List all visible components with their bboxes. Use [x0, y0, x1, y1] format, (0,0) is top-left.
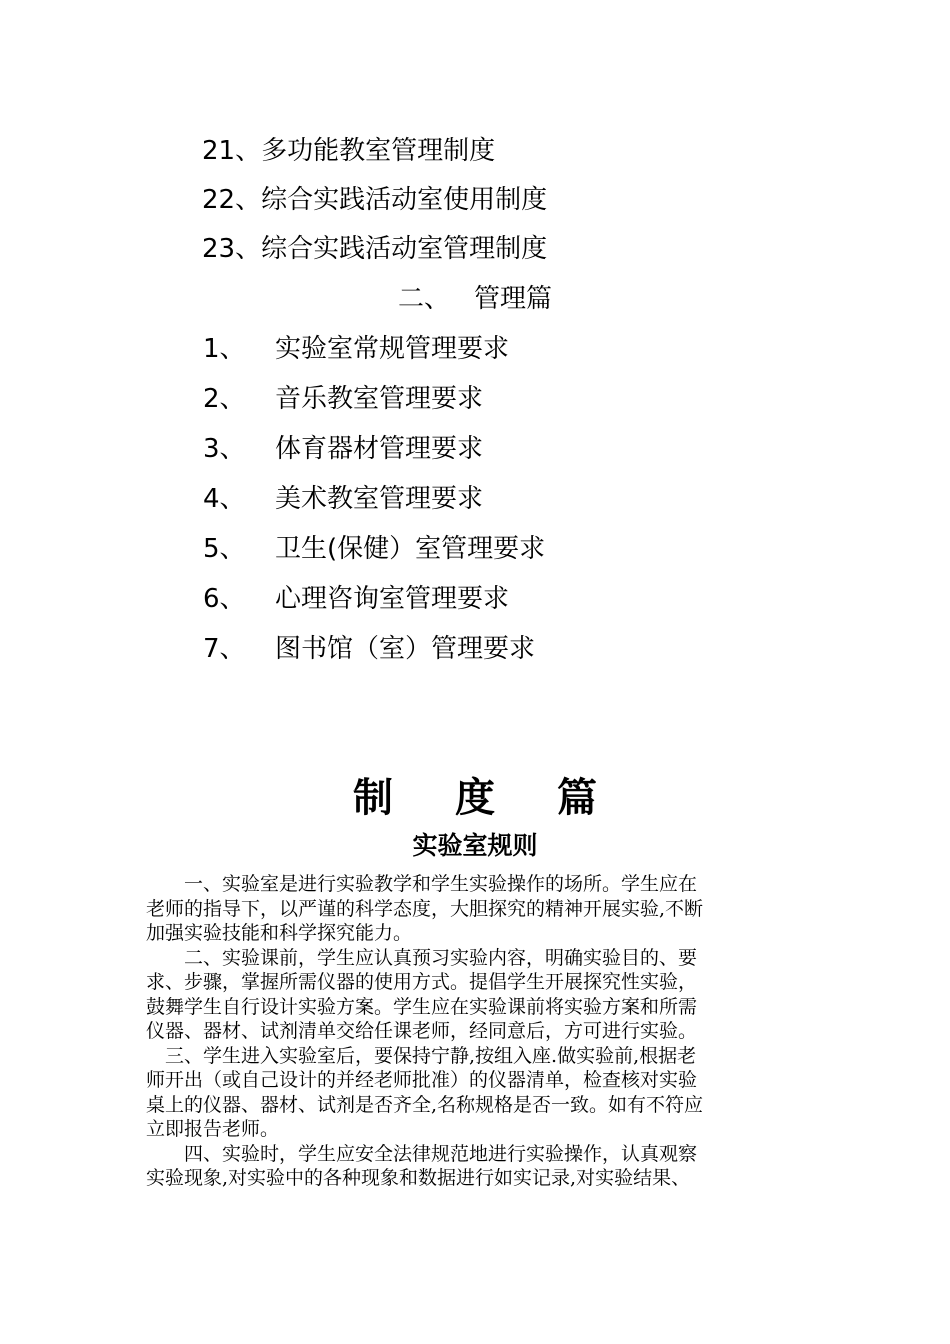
management-item-number: 2、	[203, 384, 246, 414]
section-title: 管理篇	[474, 284, 553, 314]
rules-line: 一、实验室是进行实验教学和学生实验操作的场所。学生应在	[146, 873, 698, 895]
management-item-title: 心理咨询室管理要求	[275, 584, 510, 614]
management-item-title: 音乐教室管理要求	[275, 384, 484, 414]
rules-line: 立即报告老师。	[146, 1118, 280, 1140]
management-item-5	[203, 532, 545, 566]
management-item-title: 卫生(保健）室管理要求	[275, 534, 546, 564]
rules-line: 三、学生进入实验室后，要保持宁静,按组入座.做实验前,根据老	[146, 1044, 697, 1067]
rules-line: 加强实验技能和科学探究能力。	[146, 922, 413, 944]
management-item-number: 5、	[203, 534, 246, 564]
toc-item-22	[202, 183, 547, 217]
section-number: 二、	[398, 284, 451, 314]
toc-item-title: 综合实践活动室管理制度	[261, 234, 548, 264]
management-item-4	[203, 482, 483, 516]
management-item-number: 7、	[203, 634, 246, 664]
rules-line: 求、步骤，掌握所需仪器的使用方式。提倡学生开展探究性实验，	[146, 971, 698, 993]
toc-item-title: 多功能教室管理制度	[261, 136, 496, 166]
rules-line: 鼓舞学生自行设计实验方案。学生应在实验课前将实验方案和所需	[146, 995, 698, 1018]
management-item-2	[203, 382, 483, 416]
rules-line: 桌上的仪器、器材、试剂是否齐全,名称规格是否一致。如有不符应	[146, 1093, 704, 1116]
management-item-title: 美术教室管理要求	[275, 484, 484, 514]
toc-item-title: 综合实践活动室使用制度	[261, 185, 548, 215]
rules-title: 实验室规则	[412, 831, 538, 860]
management-item-number: 3、	[203, 434, 246, 464]
rules-line: 四、实验时，学生应安全法律规范地进行实验操作，认真观察	[146, 1142, 698, 1165]
rules-line: 师开出（或自己设计的并经老师批准）的仪器清单，检查核对实验	[146, 1069, 698, 1091]
chapter-title: 制度篇	[353, 774, 659, 821]
rules-line: 老师的指导下，以严谨的科学态度，大胆探究的精神开展实验,不断	[146, 897, 704, 920]
toc-item-21	[202, 134, 495, 168]
rules-line: 仪器、器材、试剂清单交给任课老师，经同意后，方可进行实验。	[146, 1020, 698, 1042]
management-item-number: 6、	[203, 584, 246, 614]
management-item-number: 4、	[203, 484, 246, 514]
toc-item-number: 21	[202, 136, 236, 166]
management-item-title: 实验室常规管理要求	[275, 334, 510, 364]
toc-item-separator: 、	[235, 185, 262, 215]
rules-line: 二、实验课前，学生应认真预习实验内容，明确实验目的、要	[146, 946, 698, 969]
toc-item-23	[202, 232, 547, 266]
section-two-heading	[398, 282, 552, 316]
toc-item-separator: 、	[235, 234, 262, 264]
management-item-number: 1、	[203, 334, 246, 364]
management-item-1	[203, 332, 509, 366]
toc-item-separator: 、	[235, 136, 262, 166]
management-item-6	[203, 582, 509, 616]
toc-item-number: 23	[202, 234, 236, 264]
management-item-7	[203, 632, 535, 666]
rules-body	[146, 872, 806, 1191]
toc-item-number: 22	[202, 185, 236, 215]
management-item-title: 图书馆（室）管理要求	[275, 634, 536, 664]
management-item-3	[203, 432, 483, 466]
rules-line: 实验现象,对实验中的各种现象和数据进行如实记录,对实验结果、	[146, 1167, 691, 1189]
management-item-title: 体育器材管理要求	[275, 434, 484, 464]
